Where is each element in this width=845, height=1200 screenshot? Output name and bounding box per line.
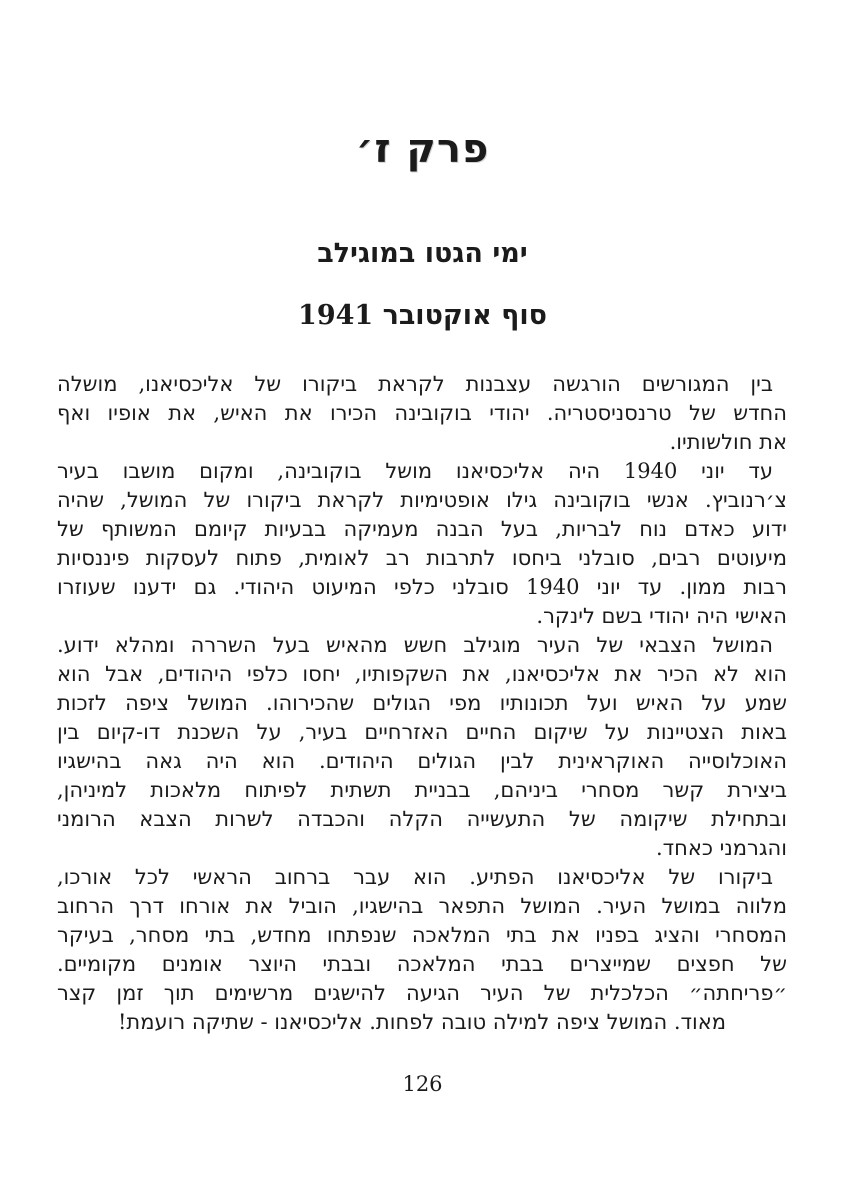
text-line: באות הצטיינות על שיקום החיים האזרחיים בעיר, על השכנת דו-קיום בין [57,720,787,744]
chapter-title: פרק ז׳ [355,125,490,172]
text-line: מלווה במושל העיר. המושל התפאר בהישגיו, הוביל את אורחו דרך הרחוב [57,894,787,918]
paragraph-2 [57,457,787,631]
section-date-subtitle: סוף אוקטובר 1941 [298,300,547,331]
text-line: הוא לא הכיר את אליכסיאנו, את השקפותיו, יחסו כלפי היהודים, אבל הוא [57,662,787,686]
text-line: שמע על האיש ועל תכונותיו מפי הגולים שהכירוהו. המושל ציפה לזכות [57,691,787,715]
paragraph-3 [57,631,787,863]
paragraph-1 [57,370,787,457]
text-line: החדש של טרנסניסטריה. יהודי בוקובינה הכירו את האיש, את אופיו ואף [57,401,787,425]
text-line: מאוד. המושל ציפה למילה טובה לפחות. אליכסיאנו - שתיקה רועמת! [117,1010,727,1034]
text-line: מיעוטים רבים, סובלני ביחסו לתרבות רב לאומית, פתוח לעסקות פיננסיות [57,546,787,570]
text-line: צ׳רנוביץ. אנשי בוקובינה גילו אופטימיות לקראת ביקורו של המושל, שהיה [57,488,787,512]
text-line: את חולשותיו. [669,430,787,454]
text-line: המסחרי והציג בפניו את בתי המלאכה שנפתחו מחדש, בתי מסחר, בעיקר [57,923,787,947]
page-number: 126 [402,1072,443,1096]
text-line: ביצירת קשר מסחרי ביניהם, בבניית תשתית לפיתוח מלאכות למיניהן, [57,778,787,802]
text-line: האוכלוסייה האוקראינית לבין הגולים היהודים. הוא היה גאה בהישגיו [57,749,787,773]
text-line: ביקורו של אליכסיאנו הפתיע. הוא עבר ברחוב הראשי לכל אורכו, [57,865,773,889]
paragraph-4 [57,863,787,1037]
text-line: רבות ממון. עד יוני 1940 סובלני כלפי המיעוט היהודי. גם ידענו שעוזרו [57,575,787,599]
text-line: האישי היה יהודי בשם לינקר. [536,604,787,628]
text-line: ובתחילת שיקומה של התעשייה הקלה והכבדה לשרות הצבא הרומני [57,807,787,831]
text-line: עד יוני 1940 היה אליכסיאנו מושל בוקובינה, ומקום מושבו בעיר [57,459,773,483]
body-text [57,370,787,1037]
text-line: ״פריחתה״ הכלכלית של העיר הגיעה להישגים מרשימים תוך זמן קצר [57,981,787,1005]
text-line: והגרמני כאחד. [656,836,787,860]
section-subtitle: ימי הגטו במוגילב [317,238,528,269]
text-line: בין המגורשים הורגשה עצבנות לקראת ביקורו של אליכסיאנו, מושלה [57,372,773,396]
text-line: המושל הצבאי של העיר מוגילב חשש מהאיש בעל השררה ומהלא ידוע. [57,633,773,657]
text-line: ידוע כאדם נוח לבריות, בעל הבנה מעמיקה בבעיות קיומם המשותף של [57,517,787,541]
text-line: של חפצים שמייצרים בבתי המלאכה ובבתי היוצר אומנים מקומיים. [57,952,787,976]
